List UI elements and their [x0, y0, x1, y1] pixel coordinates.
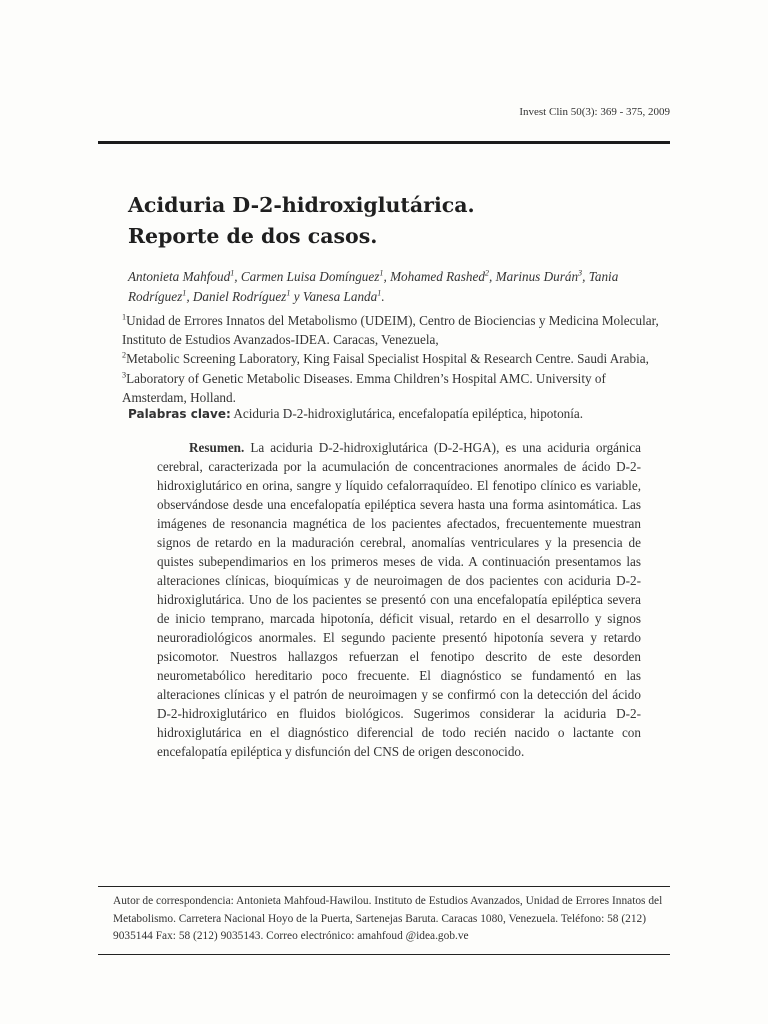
journal-reference: Invest Clin 50(3): 369 - 375, 2009: [519, 106, 670, 118]
author: Marinus Durán: [495, 269, 579, 284]
affiliation-marker: 1: [122, 312, 127, 322]
affiliations: [122, 311, 662, 407]
author-separator: ,: [186, 289, 193, 304]
affiliation-marker: 2: [122, 351, 127, 361]
author-affiliation-marker: 2: [484, 268, 490, 278]
author: Vanesa Landa: [302, 289, 378, 304]
abstract-label: Resumen.: [189, 440, 245, 455]
abstract: [157, 438, 641, 761]
author-separator: ,: [234, 269, 241, 284]
affiliation-text: Metabolic Screening Laboratory, King Faisal Specialist Hospital & Research Centre. Saudi Arabia,: [126, 351, 649, 367]
author-affiliation-marker: 1: [377, 288, 382, 298]
author-affiliation-marker: 1: [286, 288, 291, 298]
author: Daniel Rodríguez: [192, 289, 287, 304]
article-title: [128, 190, 688, 252]
affiliation-marker: 3: [122, 370, 127, 380]
author-separator: y: [290, 289, 303, 304]
affiliation-2-3: [122, 349, 662, 407]
author: Antonieta Mahfoud: [128, 269, 231, 284]
author-affiliation-marker: 3: [578, 268, 583, 278]
author-affiliation-marker: 1: [182, 288, 187, 298]
abstract-text: La aciduria D-2-hidroxiglutárica (D-2-HGA), es una aciduria orgánica cerebral, caracterizada por la acumulación de concentraciones anormales de ácido D-2-hidroxiglutárico en orina, sangre y líquido cefalorraquídeo. El fenotipo clínico es variable, observándose desde una encefalopatía epiléptica severa hasta una forma asintomática. Las imágenes de resonancia magnética de los pacientes afectados, frecuentemente muestran signos de retardo en la maduración cerebral, anomalías ventriculares y la presencia de quistes subependimarios en los primeros meses de vida. A continuación presentamos las alteraciones clínicas, bioquímicas y de neuroimagen de dos pacientes con aciduria D-2-hidroxiglutárica. Uno de los pacientes se presentó con una encefalopatía epiléptica severa de inicio temprano, marcada hipotonía, déficit visual, retardo en el desarrollo y signos neuroradiológicos anormales. El segundo paciente presentó hipotonía severa y retardo psicomotor. Nuestros hallazgos refuerzan el fenotipo descrito de este desorden neurometabólico hereditario poco frecuente. El diagnóstico se fundamentó en las alteraciones clínicas y el patrón de neuroimagen y se confirmó con la detección del ácido D-2-hidroxiglutárico en fluidos biológicos. Sugerimos considerar la aciduria D-2-hidroxiglutárica en el diagnóstico diferencial de todo recién nacido o lactante con encefalopatía epiléptica y disfunción del CNS de origen desconocido.: [157, 440, 642, 759]
keywords-text: Aciduria D-2-hidroxiglutárica, encefalopatía epiléptica, hipotonía.: [233, 406, 584, 421]
header-rule: [98, 141, 670, 144]
correspondence-footnote: Autor de correspondencia: Antonieta Mahfoud-Hawilou. Instituto de Estudios Avanzados, Unidad de Errores Innatos del Metabolismo. Carretera Nacional Hoyo de la Puerta, Sartenejas Baruta. Caracas 1080, Venezuela. Teléfono: 58 (212) 9035144 Fax: 58 (212) 9035143. Correo electrónico: amahfoud @idea.gob.ve: [113, 895, 663, 942]
author-separator: .: [381, 289, 385, 304]
author-separator: ,: [489, 269, 496, 284]
author-affiliation-marker: 1: [230, 268, 235, 278]
title-line-2: Reporte de dos casos.: [128, 224, 378, 248]
title-line-1: Aciduria D-2-hidroxiglutárica.: [128, 193, 475, 217]
keywords-label: Palabras clave:: [128, 407, 231, 421]
affiliation-text: Unidad de Errores Innatos del Metabolismo (UDEIM), Centro de Biociencias y Medicina Molecular, Instituto de Estudios Avanzados-IDEA. Caracas, Venezuela,: [122, 313, 659, 348]
author: Carmen Luisa Domínguez: [240, 269, 380, 284]
keywords: [128, 404, 668, 424]
footnote-rule-top: [98, 886, 670, 887]
author-affiliation-marker: 1: [379, 268, 384, 278]
affiliation-1: [122, 311, 662, 349]
author: Mohamed Rashed: [390, 269, 485, 284]
author-list: [128, 267, 668, 307]
affiliation-text: Laboratory of Genetic Metabolic Diseases. Emma Children’s Hospital AMC. University of Amsterdam, Holland.: [122, 370, 606, 405]
author: Tania Rodríguez: [128, 269, 619, 304]
footnote-rule-bottom: [98, 954, 670, 955]
author-separator: ,: [582, 269, 589, 284]
author-separator: ,: [383, 269, 391, 284]
